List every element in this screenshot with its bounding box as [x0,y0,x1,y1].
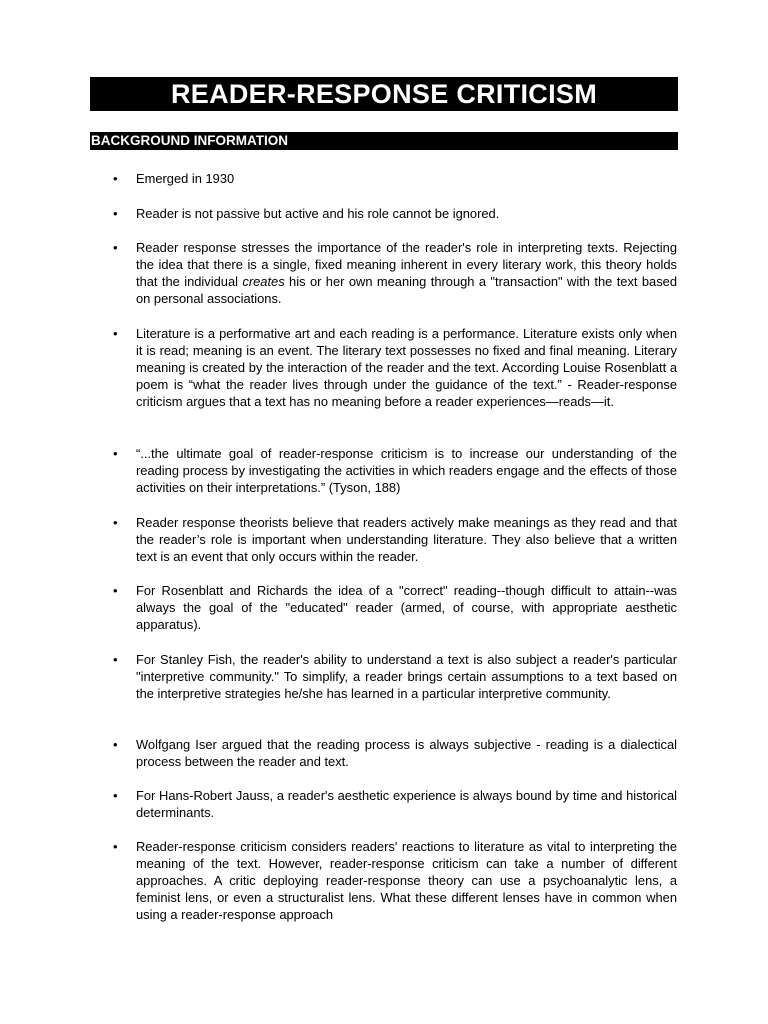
text-segment: Reader response stresses the importance of the reader's role in interpreting texts. Rejecting the idea that there is a single, fixed meaning inherent in every literary work, this theory holds that the individual [136,240,677,289]
list-item-text: Reader-response criticism considers readers' reactions to literature as vital to interpreting the meaning of the text. However, reader-response criticism can take a number of different approaches. A critic deploying reader-response theory can use a psychoanalytic lens, a feminist lens, or even a structuralist lens. What these different lenses have in common when using a reader-response approach [136,839,677,922]
text-segment: his or her own meaning through a "transaction" with the text based on personal associations. [136,274,677,306]
list-item-text: For Rosenblatt and Richards the idea of a "correct" reading--though difficult to attain--was always the goal of the "educated" reader (armed, of course, with appropriate aesthetic apparatus). [136,583,677,632]
bullet-icon: • [113,839,118,854]
bullet-icon: • [113,446,118,461]
page-title: READER-RESPONSE CRITICISM [90,77,678,111]
list-item-text: Wolfgang Iser argued that the reading process is always subjective - reading is a dialectical process between the reader and text. [136,737,677,769]
list-item-text: Reader is not passive but active and his role cannot be ignored. [136,206,500,221]
bullet-icon: • [113,737,118,752]
bullet-icon: • [113,652,118,667]
bullet-icon: • [113,206,118,221]
list-item-text: For Stanley Fish, the reader's ability to understand a text is also subject a reader's particular "interpretive community." To simplify, a reader brings certain assumptions to a text based on the interpretive strategies he/she has learned in a particular interpretive community. [136,652,677,701]
list-item-text: “...the ultimate goal of reader-response criticism is to increase our understanding of the reading process by investigating the activities in which readers engage and the effects of those activities on their interpretations.” (Tyson, 188) [136,446,677,495]
list-item-text [136,239,677,307]
bullet-icon: • [113,240,118,255]
bullet-icon: • [113,326,118,341]
bullet-icon: • [113,583,118,598]
list-item-text: Literature is a performative art and each reading is a performance. Literature exists only when it is read; meaning is an event. The literary text possesses no fixed and final meaning. Literary meaning is created by the interaction of the reader and the text. According Louise Rosenblatt a poem is “what the reader lives through under the guidance of the text.” - Reader-response criticism argues that a text has no meaning before a reader experiences—reads—it. [136,326,677,409]
bullet-icon: • [113,788,118,803]
list-item-text: Reader response theorists believe that readers actively make meanings as they read and that the reader’s role is important when understanding literature. They also believe that a written text is an event that only occurs within the reader. [136,515,677,564]
bullet-icon: • [113,515,118,530]
emphasized-word: creates [242,274,285,289]
bullet-icon: • [113,171,118,186]
list-item-text: For Hans-Robert Jauss, a reader's aesthetic experience is always bound by time and historical determinants. [136,788,677,820]
section-heading: BACKGROUND INFORMATION [90,132,678,150]
list-item-text: Emerged in 1930 [136,171,235,186]
